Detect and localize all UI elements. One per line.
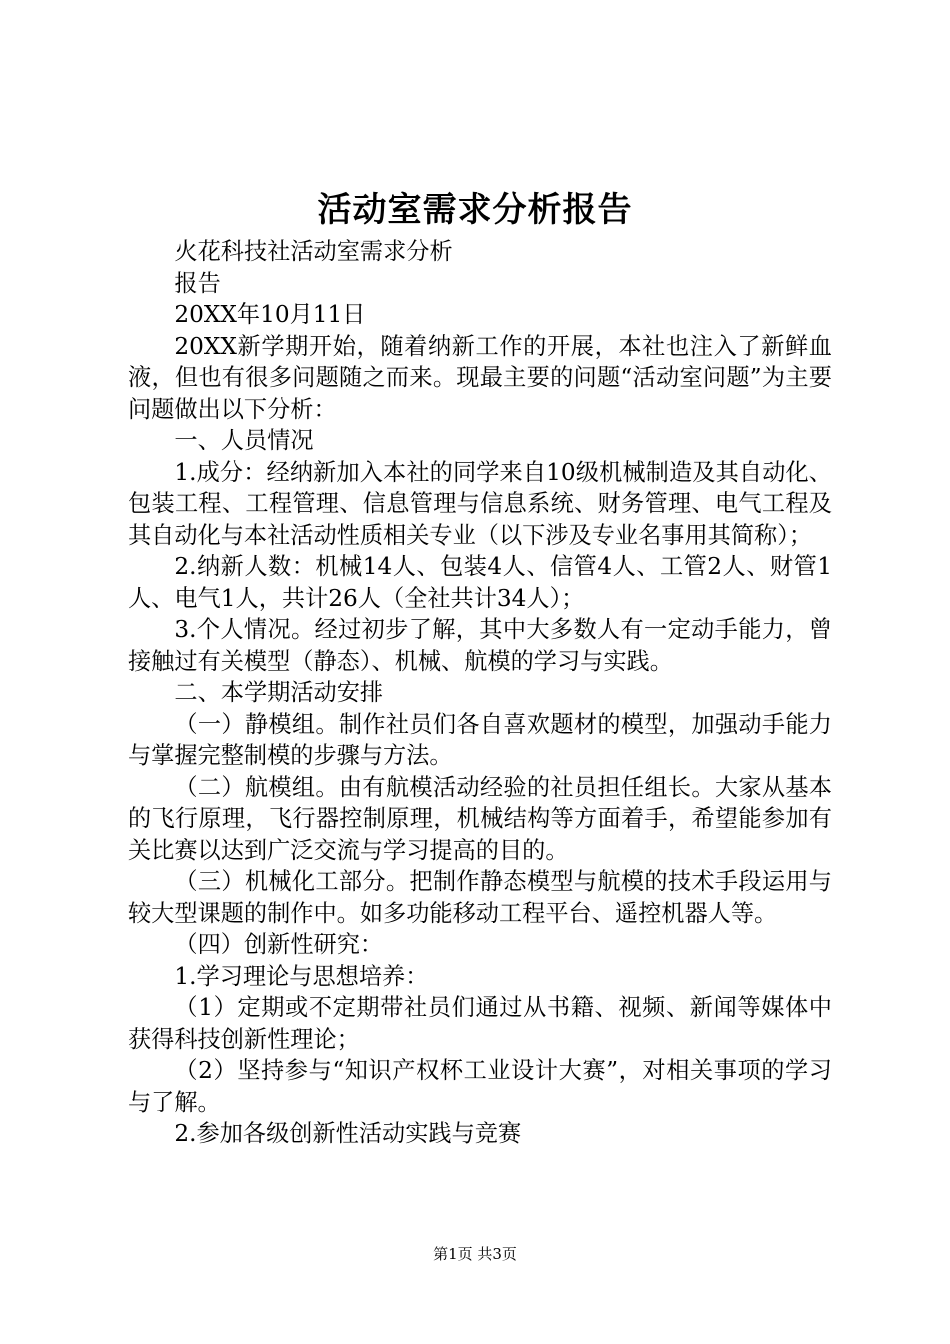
section-heading-activities: 二、本学期活动安排 <box>174 679 384 706</box>
paragraph-static-model: （一）静模组。制作社员们各自喜欢题材的模型，加强动手能力与掌握完整制模的步骤与方法。 <box>128 710 832 769</box>
paragraph-innovation-heading: （四）创新性研究： <box>174 931 384 958</box>
paragraph-1: 火花科技社活动室需求分析 <box>174 238 453 265</box>
paragraph-theory: 1.学习理论与思想培养： <box>174 962 429 990</box>
document-body <box>128 236 832 1150</box>
paragraph-theory-2: （2）坚持参与“知识产权杯工业设计大赛”，对相关事项的学习与了解。 <box>128 1057 832 1116</box>
paragraph-mechanical: （三）机械化工部分。把制作静态模型与航模的技术手段运用与较大型课题的制作中。如多功能移动工程平台、遥控机器人等。 <box>128 868 832 927</box>
section-heading-personnel: 一、人员情况 <box>174 427 314 454</box>
paragraph-intro: 20XX新学期开始，随着纳新工作的开展，本社也注入了新鲜血液，但也有很多问题随之而来。现最主要的问题“活动室问题”为主要问题做出以下分析： <box>128 332 832 423</box>
paragraph-composition: 1.成分：经纳新加入本社的同学来自10级机械制造及其自动化、包装工程、工程管理、信息管理与信息系统、财务管理、电气工程及其自动化与本社活动性质相关专业（以下涉及专业名事用其简称）； <box>128 458 832 549</box>
paragraph-headcount: 2.纳新人数：机械14人、包装4人、信管4人、工管2人、财管1人、电气1人，共计26人（全社共计34人）； <box>128 553 832 612</box>
paragraph-theory-1: （1）定期或不定期带社员们通过从书籍、视频、新闻等媒体中获得科技创新性理论； <box>128 994 832 1053</box>
page-number-footer: 第1页 共3页 <box>433 1245 517 1263</box>
paragraph-competition: 2.参加各级创新性活动实践与竞赛 <box>174 1120 522 1147</box>
paragraph-date: 20XX年10月11日 <box>174 301 366 328</box>
paragraph-2: 报告 <box>174 269 221 297</box>
paragraph-individual: 3.个人情况。经过初步了解，其中大多数人有一定动手能力，曾接触过有关模型（静态）、机械、航模的学习与实践。 <box>128 616 832 675</box>
document-title: 活动室需求分析报告 <box>317 190 633 230</box>
paragraph-aero-model: （二）航模组。由有航模活动经验的社员担任组长。大家从基本的飞行原理，飞行器控制原理，机械结构等方面着手，希望能参加有关比赛以达到广泛交流与学习提高的目的。 <box>128 773 832 864</box>
